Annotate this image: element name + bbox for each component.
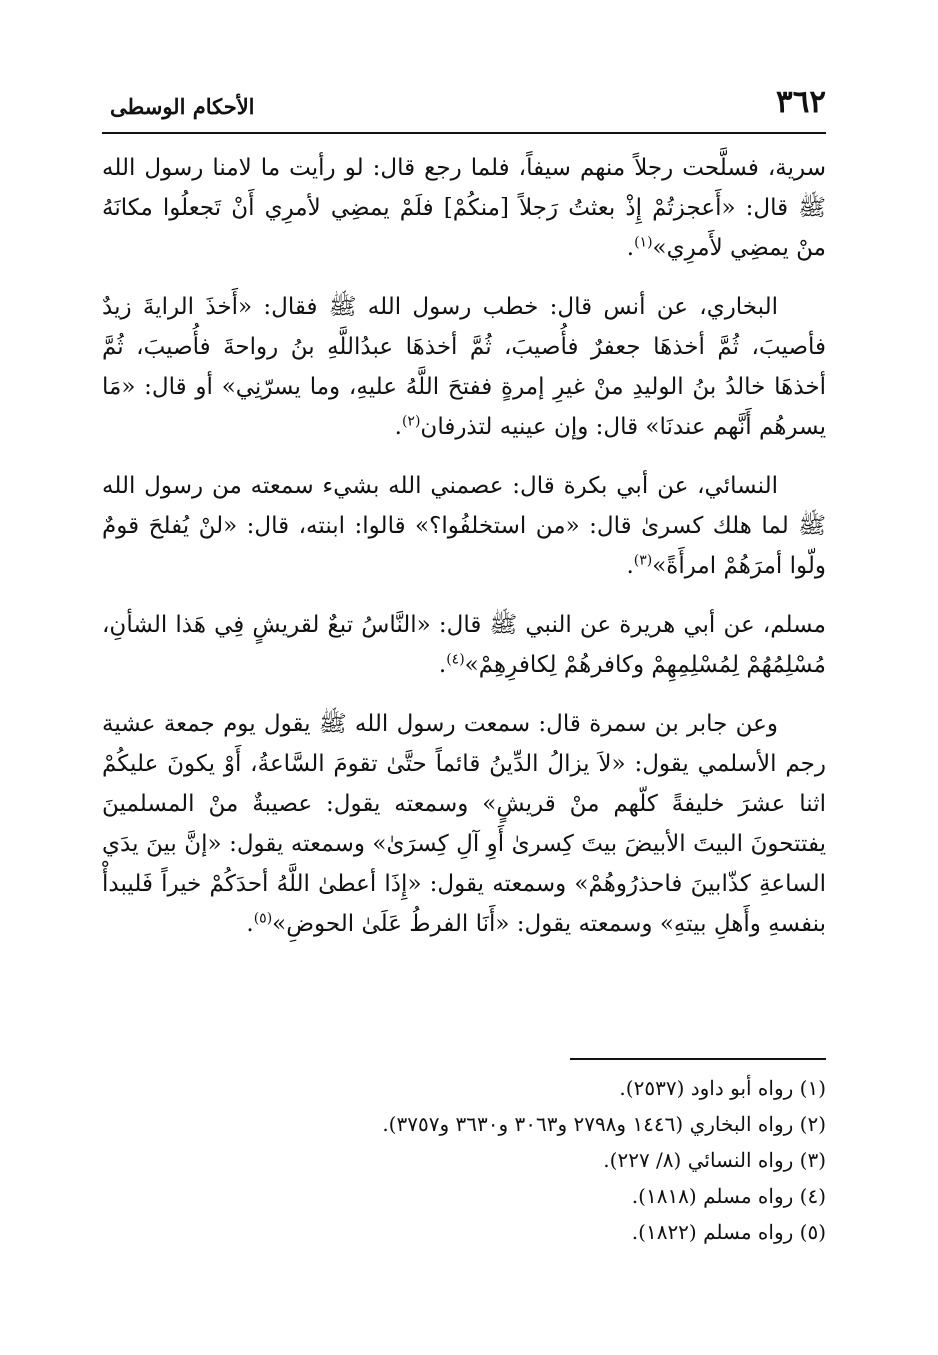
paragraph-end: .: [394, 414, 402, 440]
footnote: (٣) رواه النسائي (٨/ ٢٢٧).: [603, 1148, 826, 1172]
footnote-marker: (٥): [253, 910, 273, 927]
paragraph-text: البخاري، عن أنس قال: خطب رسول الله ﷺ فقال: «أَخذَ الرايةَ زيدٌ فأصيبَ، ثُمَّ أخذهَا جعفرٌ فأُصيبَ، ثُمَّ أخذهَا عبدُاللَّهِ بنُ رواحةَ فأُصيبَ، ثُمَّ أخذهَا خالدُ بنُ الوليدِ منْ غيرِ إمرةٍ ففتحَ اللَّهُ عليهِ، وما يسرّنِي» أو قال: «مَا يسرهُم أَنَّهم عندنَا» قال: وإن عينيه لتذرفان: [102, 294, 826, 440]
paragraph: [102, 466, 826, 586]
footnote: (١) رواه أبو داود (٢٥٣٧).: [619, 1076, 826, 1100]
footnote: (٥) رواه مسلم (١٨٢٢).: [631, 1220, 826, 1244]
footnote-divider: [570, 1058, 826, 1060]
main-text: [102, 148, 826, 944]
footnote: (٢) رواه البخاري (١٤٤٦ و٢٧٩٨ و٣٠٦٣ و٣٦٣٠ و٣٧٥٧).: [382, 1112, 826, 1136]
paragraph-end: .: [438, 652, 447, 678]
paragraph-text: مسلم، عن أبي هريرة عن النبي ﷺ قال: «النَّاسُ تبعٌ لقريشٍ فِي هَذا الشأنِ، مُسْلِمُهُمْ لِمُسْلِمِهِمْ وكافرهُمْ لِكافرِهِمْ»: [102, 612, 826, 678]
paragraph-text: النسائي، عن أبي بكرة قال: عصمني الله بشيء سمعته من رسول الله ﷺ لما هلك كسرىٰ قال: «من استخلفُوا؟» قالوا: ابنته، قال: «لنْ يُفلحَ قومٌ ولّوا أمرَهُمْ امرأَةً»: [102, 473, 826, 579]
paragraph-text: سرية، فسلَّحت رجلاً منهم سيفاً، فلما رجع قال: لو رأيت ما لامنا رسول الله ﷺ قال: «أَعجزتُمْ إِذْ بعثتُ رَجلاً [منكُمْ] فلَمْ يمضِي لأمرِي أَنْ تَجعلُوا مكانَهُ منْ يمضِي لأَمرِي»: [102, 155, 826, 261]
footnote-marker: (٤): [446, 651, 465, 668]
running-title: الأحكام الوسطى: [110, 94, 255, 119]
footnote: (٤) رواه مسلم (١٨١٨).: [631, 1184, 826, 1208]
footnote-marker: (١): [634, 234, 653, 251]
page-header: [102, 76, 826, 134]
paragraph-end: .: [626, 553, 634, 579]
footnote-marker: (٢): [401, 413, 421, 430]
footnote-marker: (٣): [633, 552, 653, 569]
page-number: ٣٦٢: [776, 84, 826, 120]
paragraph: [102, 605, 826, 685]
paragraph-text: وعن جابر بن سمرة قال: سمعت رسول الله ﷺ يقول يوم جمعة عشية رجم الأسلمي يقول: «لاَ يزالُ الدِّينُ قائماً حتَّىٰ تقومَ السَّاعةُ، أَوْ يكونَ عليكُمْ اثنا عشرَ خليفةً كلّهم منْ قريشٍ» وسمعته يقول: عصيبةٌ منْ المسلمينَ يفتتحونَ البيتَ الأبيضَ بيتَ كِسرىٰ أَوِ آلِ كِسرَىٰ» وسمعته يقول: «إنَّ بينَ يدَي الساعةِ كذّابينَ فاحذرُوهُمْ» وسمعته يقول: «إِذَا أعطىٰ اللَّهُ أحدَكُمْ خيراً فَليبدأْ بنفسهِ وأَهلِ بيتهِ» وسمعته يقول: «أَنَا الفرطُ عَلَىٰ الحوضِ»: [102, 711, 826, 937]
paragraph: [102, 704, 826, 944]
paragraph-end: .: [246, 911, 254, 937]
footnotes: [102, 1070, 826, 1250]
paragraph-end: .: [626, 235, 635, 261]
paragraph: [102, 287, 826, 447]
paragraph: [102, 148, 826, 268]
